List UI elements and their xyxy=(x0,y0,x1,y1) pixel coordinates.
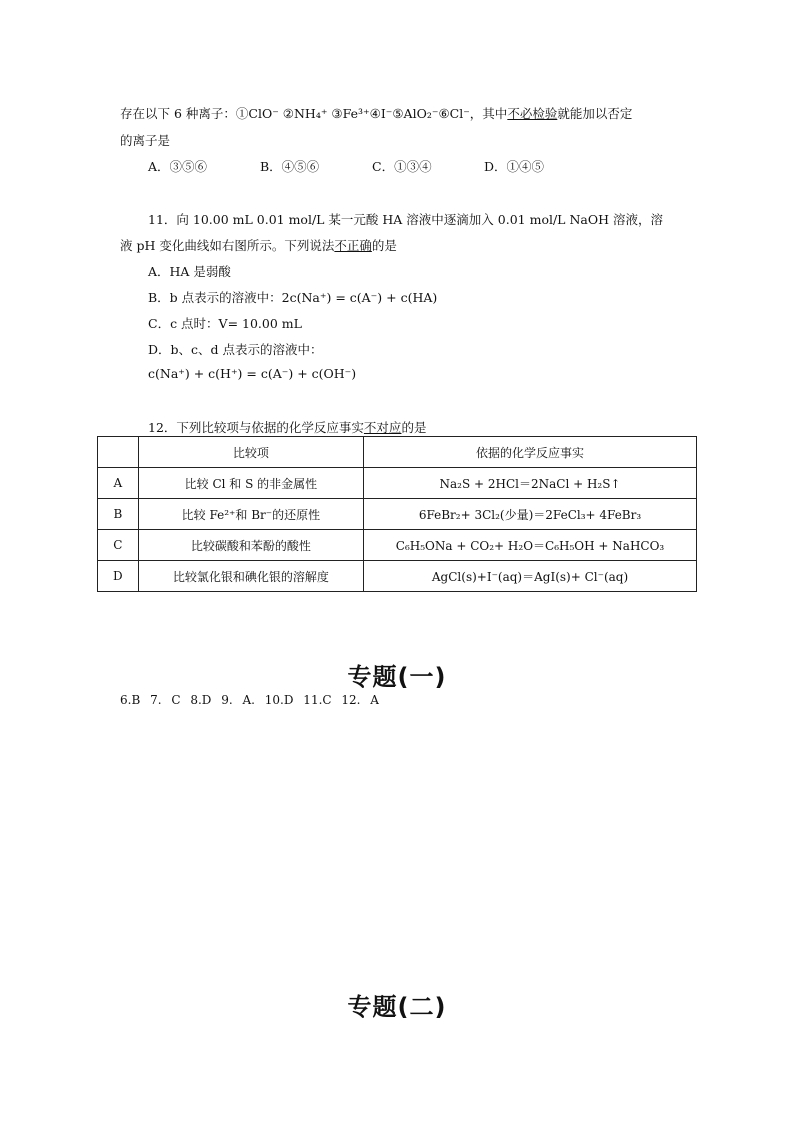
q10-stem-line1: 存在以下 6 种离子：①ClO⁻ ②NH₄⁺ ③Fe³⁺④I⁻⑤AlO₂⁻⑥Cl⁻，其中不必检验就能加以否定 xyxy=(120,106,633,121)
section-title-1: 专题(一) xyxy=(347,663,447,691)
table-row xyxy=(98,561,697,592)
answer-key: 6.B 7. C 8.D 9. A. 10.D 11.C 12. A xyxy=(120,693,379,707)
table-cell-label: B xyxy=(98,499,139,530)
q11-option-c: C．c 点时：V= 10.00 mL xyxy=(148,316,302,331)
table-header-cell xyxy=(98,437,139,468)
table-row xyxy=(98,530,697,561)
table-cell-reaction: AgCl(s)+I⁻(aq)＝AgI(s)+ Cl⁻(aq) xyxy=(364,561,697,592)
q10-option-b: B．④⑤⑥ xyxy=(260,159,320,174)
table-cell-item: 比较碳酸和苯酚的酸性 xyxy=(138,530,363,561)
q10-option-a: A．③⑤⑥ xyxy=(148,159,208,174)
q11-option-b: B．b 点表示的溶液中：2c(Na⁺) = c(A⁻) + c(HA) xyxy=(148,290,438,305)
q11-option-d: D．b、c、d 点表示的溶液中： xyxy=(148,342,323,357)
q11-stem-line1: 11．向 10.00 mL 0.01 mol/L 某一元酸 HA 溶液中逐滴加入 0.01 mol/L NaOH 溶液，溶 xyxy=(148,212,663,227)
q11-option-a: A．HA 是弱酸 xyxy=(148,264,231,279)
table-cell-reaction: Na₂S + 2HCl＝2NaCl + H₂S↑ xyxy=(364,468,697,499)
q10-option-d: D．①④⑤ xyxy=(484,159,545,174)
table-header-row xyxy=(98,437,697,468)
q12-stem: 12．下列比较项与依据的化学反应事实不对应的是 xyxy=(148,420,427,435)
q11-option-d-equation: c(Na⁺) + c(H⁺) = c(A⁻) + c(OH⁻) xyxy=(148,366,357,381)
table-cell-label: D xyxy=(98,561,139,592)
table-cell-label: A xyxy=(98,468,139,499)
table-header-cell: 依据的化学反应事实 xyxy=(364,437,697,468)
table-cell-reaction: 6FeBr₂+ 3Cl₂(少量)＝2FeCl₃+ 4FeBr₃ xyxy=(364,499,697,530)
table-cell-item: 比较氯化银和碘化银的溶解度 xyxy=(138,561,363,592)
table-header-cell: 比较项 xyxy=(138,437,363,468)
table-row xyxy=(98,468,697,499)
table-cell-reaction: C₆H₅ONa + CO₂+ H₂O＝C₆H₅OH + NaHCO₃ xyxy=(364,530,697,561)
table-cell-item: 比较 Fe²⁺和 Br⁻的还原性 xyxy=(138,499,363,530)
q10-stem-line2: 的离子是 xyxy=(120,133,171,148)
table-row xyxy=(98,499,697,530)
q11-stem-line2: 液 pH 变化曲线如右图所示。下列说法不正确的是 xyxy=(120,238,397,253)
section-title-2: 专题(二) xyxy=(347,993,447,1021)
table-cell-item: 比较 Cl 和 S 的非金属性 xyxy=(138,468,363,499)
table-cell-label: C xyxy=(98,530,139,561)
comparison-table xyxy=(97,436,697,592)
q10-option-c: C．①③④ xyxy=(372,159,432,174)
